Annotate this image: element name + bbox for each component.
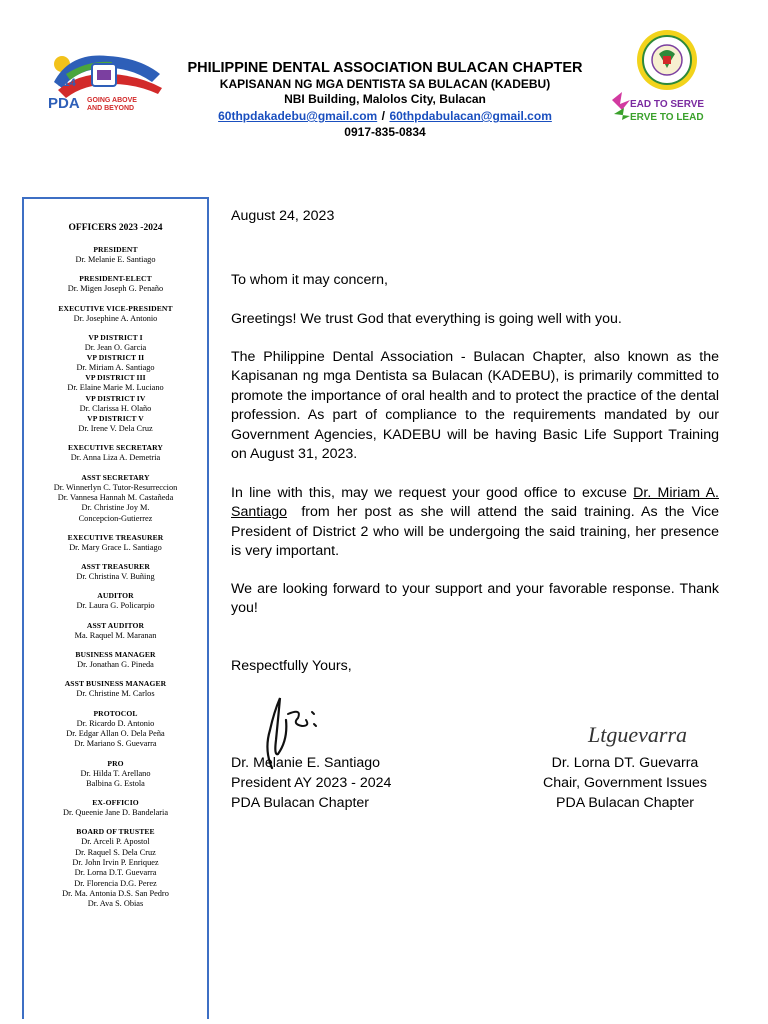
officer-name: Dr. Edgar Allan O. Dela Peña xyxy=(66,728,165,738)
officer-group xyxy=(24,245,207,265)
officer-role: ASST AUDITOR xyxy=(86,620,145,630)
officer-role: VP DISTRICT I xyxy=(88,332,143,342)
signatory-left-org: PDA Bulacan Chapter xyxy=(231,795,370,811)
email-link-1[interactable]: 60thpdakadebu@gmail.com xyxy=(218,109,378,123)
officer-name: Dr. Elaine Marie M. Luciano xyxy=(67,383,164,393)
officer-name: Dr. Miriam A. Santiago xyxy=(76,363,155,373)
signatory-left xyxy=(231,753,391,813)
officer-name: Dr. Jean O. Garcia xyxy=(84,342,147,352)
officer-role: EX-OFFICIO xyxy=(92,798,139,808)
officer-name: Dr. Ricardo D. Antonio xyxy=(76,718,155,728)
officer-name: Dr. Migen Joseph G. Penaño xyxy=(67,284,164,294)
officer-name: Dr. Hilda T. Arellano xyxy=(80,768,151,778)
kadebu-seal-logo xyxy=(608,30,720,126)
letter-greeting: Greetings! We trust God that everything is going well with you. xyxy=(231,311,622,327)
officer-group xyxy=(24,304,207,324)
org-phone: 0917-835-0834 xyxy=(344,125,426,139)
officer-name: Balbina G. Estola xyxy=(86,778,145,788)
officer-group xyxy=(24,274,207,294)
officers-list xyxy=(24,245,207,910)
officer-name: Dr. Laura G. Policarpio xyxy=(76,601,155,611)
officer-name: Dr. Winnerlyn C. Tutor-Resurreccion xyxy=(53,482,178,492)
officer-role: EXECUTIVE SECRETARY xyxy=(68,443,163,453)
signatory-right-name: Dr. Lorna DT. Guevarra xyxy=(551,755,699,771)
officer-role: PROTOCOL xyxy=(93,708,138,718)
officer-group xyxy=(24,353,207,373)
officer-name: Dr. Ma. Antonia D.S. San Pedro xyxy=(62,888,169,898)
officer-group xyxy=(24,591,207,611)
officer-group xyxy=(24,394,207,414)
paragraph-2-start: In line with this, may we request your good office to excuse xyxy=(231,485,634,501)
org-address: NBI Building, Malolos City, Bulacan xyxy=(284,92,486,106)
officer-role: VP DISTRICT V xyxy=(87,414,144,424)
signature-guevarra xyxy=(584,712,704,752)
svg-text:EAD TO SERVE: EAD TO SERVE xyxy=(630,99,705,110)
org-subtitle: KAPISANAN NG MGA DENTISTA SA BULACAN (KADEBU) xyxy=(219,77,551,91)
excused-person-name: Dr. Miriam A. Santiago xyxy=(231,485,719,521)
officer-name: Dr. Christine Joy M. xyxy=(81,503,150,513)
officer-role: PRESIDENT-ELECT xyxy=(79,274,152,284)
officer-group xyxy=(24,798,207,818)
letter-paragraph-2 xyxy=(231,484,723,562)
svg-text:GOING ABOVE: GOING ABOVE xyxy=(87,97,137,104)
email-link-2[interactable]: 60thpdabulacan@gmail.com xyxy=(389,109,552,123)
officer-group xyxy=(24,473,207,524)
officer-group xyxy=(24,373,207,393)
officers-title: OFFICERS 2023 -2024 xyxy=(68,223,163,233)
letter-closing: Respectfully Yours, xyxy=(231,658,352,674)
officer-group xyxy=(24,333,207,353)
officer-role: AUDITOR xyxy=(97,591,134,601)
officer-name: Dr. Clarissa H. Olaño xyxy=(79,403,152,413)
officer-group xyxy=(24,533,207,553)
officers-sidebar xyxy=(22,197,209,1019)
officer-name: Concepcion-Gutierrez xyxy=(78,513,153,523)
officer-role: VP DISTRICT II xyxy=(86,353,145,363)
officer-role: EXECUTIVE TREASURER xyxy=(67,532,164,542)
officer-group xyxy=(24,650,207,670)
officer-group xyxy=(24,709,207,750)
officer-role: VP DISTRICT IV xyxy=(85,393,146,403)
officer-name: Dr. Mary Grace L. Santiago xyxy=(69,542,162,552)
officer-name: Dr. Queenie Jane D. Bandelaria xyxy=(62,808,169,818)
officer-name: Dr. Anna Liza A. Demetria xyxy=(70,453,161,463)
officer-name: Dr. Florencia D.G. Perez xyxy=(74,878,157,888)
paragraph-2-end: from her post as she will attend the said training. As the Vice President of District 2 who will be undergoing the said training, her presence is very important. xyxy=(231,504,723,560)
officer-name: Dr. Lorna D.T. Guevarra xyxy=(74,868,157,878)
officer-name: Dr. Christine M. Carlos xyxy=(76,689,155,699)
letter-paragraph-1: The Philippine Dental Association - Bulacan Chapter, also known as the Kapisanan ng mga Dentista sa Bulacan (KADEBU), is primarily committed to promote the importance of oral health and to protect the practice of the dental profession. As part of compliance to the requirements mandated by our Government Agencies, KADEBU will be having Basic Life Support Training on August 31, 2023. xyxy=(231,349,719,463)
letter-date: August 24, 2023 xyxy=(231,208,335,224)
officer-group xyxy=(24,443,207,463)
officer-role: ASST SECRETARY xyxy=(81,472,150,482)
signatory-left-title: President AY 2023 - 2024 xyxy=(231,775,392,791)
letter-salutation: To whom it may concern, xyxy=(231,272,388,288)
pda-114th-logo xyxy=(40,42,175,120)
officer-name: Dr. Melanie E. Santiago xyxy=(75,255,156,264)
officer-role: ASST BUSINESS MANAGER xyxy=(64,679,167,689)
officer-role: BUSINESS MANAGER xyxy=(75,650,156,660)
letterhead-text xyxy=(160,60,610,140)
officer-group xyxy=(24,759,207,790)
officer-role: PRESIDENT xyxy=(93,245,138,254)
svg-text:114: 114 xyxy=(58,77,76,89)
svg-text:Ltguevarra: Ltguevarra xyxy=(588,722,687,747)
svg-text:AND BEYOND: AND BEYOND xyxy=(87,105,135,112)
officer-role: PRO xyxy=(107,758,124,768)
officer-name: Dr. Arceli P. Apostol xyxy=(81,837,150,847)
officer-name: Dr. John Irvin P. Enriquez xyxy=(72,858,159,868)
letterhead xyxy=(0,0,768,150)
officer-name: Dr. Vannesa Hannah M. Castañeda xyxy=(57,492,174,502)
svg-text:ERVE TO LEAD: ERVE TO LEAD xyxy=(630,112,704,123)
officer-name: Dr. Christina V. Buñing xyxy=(76,572,155,582)
signatory-right-title: Chair, Government Issues xyxy=(542,775,707,791)
signatory-left-name: Dr. Melanie E. Santiago xyxy=(231,755,381,771)
letter-paragraph-3: We are looking forward to your support and your favorable response. Thank you! xyxy=(231,581,719,617)
officer-name: Dr. Ava S. Obias xyxy=(87,899,144,909)
officer-name: Dr. Irene V. Dela Cruz xyxy=(78,424,153,434)
officer-group xyxy=(24,562,207,582)
officer-role: VP DISTRICT III xyxy=(85,373,146,383)
officer-group xyxy=(24,827,207,909)
officer-name: Dr. Jonathan G. Pineda xyxy=(77,660,154,670)
signatory-right-org: PDA Bulacan Chapter xyxy=(555,795,695,811)
org-title: PHILIPPINE DENTAL ASSOCIATION BULACAN CHAPTER xyxy=(187,60,583,76)
officer-role: BOARD OF TRUSTEE xyxy=(76,827,155,837)
officer-group xyxy=(24,621,207,641)
signatory-right xyxy=(530,753,720,813)
svg-text:PDA: PDA xyxy=(48,95,80,112)
officer-name: Ma. Raquel M. Maranan xyxy=(74,630,157,640)
officer-name: Dr. Raquel S. Dela Cruz xyxy=(75,847,156,857)
officer-name: Dr. Mariano S. Guevarra xyxy=(74,739,157,749)
email-separator: / xyxy=(381,109,385,123)
officer-group xyxy=(24,679,207,699)
officer-role: ASST TREASURER xyxy=(81,562,150,572)
officer-group xyxy=(24,414,207,434)
officer-role: EXECUTIVE VICE-PRESIDENT xyxy=(58,303,173,313)
officer-name: Dr. Josephine A. Antonio xyxy=(73,313,158,323)
